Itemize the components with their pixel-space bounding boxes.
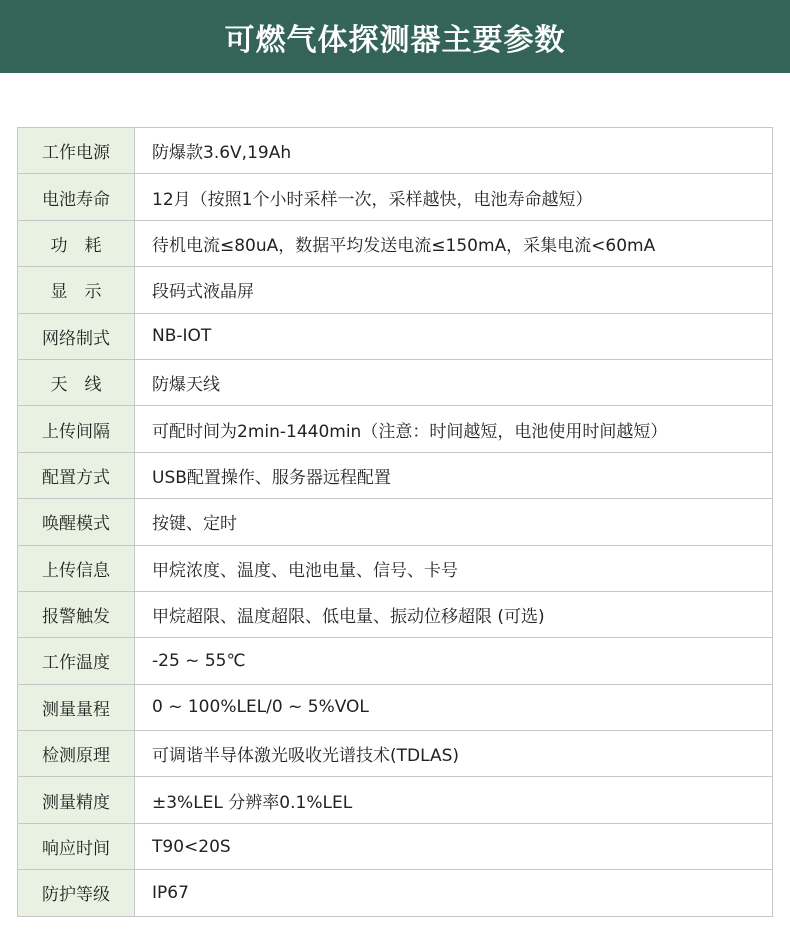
row-label: 工作电源 xyxy=(18,128,135,174)
row-label: 功 耗 xyxy=(18,220,135,266)
page-title: 可燃气体探测器主要参数 xyxy=(224,22,566,58)
row-value: 防爆天线 xyxy=(135,359,773,405)
table-row xyxy=(18,406,773,452)
row-value: 防爆款3.6V,19Ah xyxy=(135,128,773,174)
row-label: 显 示 xyxy=(18,267,135,313)
row-label: 报警触发 xyxy=(18,591,135,637)
row-value: 按键、定时 xyxy=(135,499,773,545)
row-value: NB-IOT xyxy=(135,313,773,359)
table-row xyxy=(18,313,773,359)
row-value: 0 ~ 100%LEL/0 ~ 5%VOL xyxy=(135,684,773,730)
table-row xyxy=(18,359,773,405)
row-value: T90<20S xyxy=(135,823,773,869)
row-value: 12月（按照1个小时采样一次，采样越快，电池寿命越短） xyxy=(135,174,773,220)
row-label: 测量精度 xyxy=(18,777,135,823)
row-value: 甲烷浓度、温度、电池电量、信号、卡号 xyxy=(135,545,773,591)
row-label: 检测原理 xyxy=(18,731,135,777)
row-label: 上传信息 xyxy=(18,545,135,591)
row-label: 唤醒模式 xyxy=(18,499,135,545)
table-row xyxy=(18,499,773,545)
table-row xyxy=(18,870,773,916)
row-label: 天 线 xyxy=(18,359,135,405)
row-label: 工作温度 xyxy=(18,638,135,684)
row-value: 段码式液晶屏 xyxy=(135,267,773,313)
row-label: 响应时间 xyxy=(18,823,135,869)
row-value: ±3%LEL 分辨率0.1%LEL xyxy=(135,777,773,823)
row-label: 配置方式 xyxy=(18,452,135,498)
row-label: 网络制式 xyxy=(18,313,135,359)
table-row xyxy=(18,452,773,498)
row-value: IP67 xyxy=(135,870,773,916)
table-row xyxy=(18,267,773,313)
spec-table xyxy=(17,127,773,917)
row-label: 测量量程 xyxy=(18,684,135,730)
table-row xyxy=(18,174,773,220)
row-label: 电池寿命 xyxy=(18,174,135,220)
row-label: 上传间隔 xyxy=(18,406,135,452)
row-value: -25 ~ 55℃ xyxy=(135,638,773,684)
table-row xyxy=(18,684,773,730)
row-value: 甲烷超限、温度超限、低电量、振动位移超限 (可选) xyxy=(135,591,773,637)
table-row xyxy=(18,591,773,637)
row-value: 待机电流≤80uA，数据平均发送电流≤150mA，采集电流<60mA xyxy=(135,220,773,266)
row-label: 防护等级 xyxy=(18,870,135,916)
table-row xyxy=(18,731,773,777)
table-row xyxy=(18,220,773,266)
row-value: 可调谐半导体激光吸收光谱技术(TDLAS) xyxy=(135,731,773,777)
table-row xyxy=(18,777,773,823)
row-value: USB配置操作、服务器远程配置 xyxy=(135,452,773,498)
table-row xyxy=(18,128,773,174)
table-row xyxy=(18,545,773,591)
page-header xyxy=(0,0,790,73)
table-row xyxy=(18,823,773,869)
table-row xyxy=(18,638,773,684)
row-value: 可配时间为2min-1440min（注意：时间越短，电池使用时间越短） xyxy=(135,406,773,452)
